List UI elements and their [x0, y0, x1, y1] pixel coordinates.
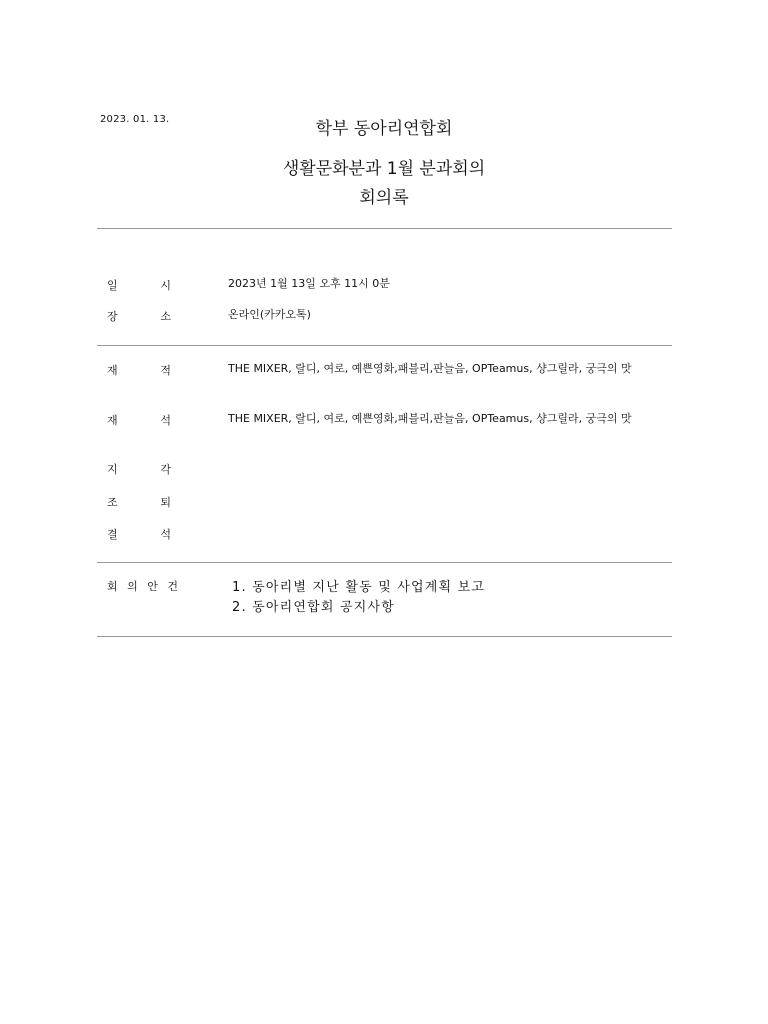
divider-lower: [97, 562, 672, 563]
place-label: 장 소: [107, 310, 171, 323]
document-date: 2023. 01. 13.: [100, 114, 170, 125]
divider-bottom: [97, 636, 672, 637]
agenda-item: 2. 동아리연합회 공지사항: [232, 600, 396, 615]
document-type-title: 회의록: [359, 188, 409, 208]
meeting-title: 생활문화분과 1월 분과회의: [282, 159, 486, 179]
datetime-value: 2023년 1월 13일 오후 11시 0분: [228, 277, 390, 290]
datetime-label: 일 시: [107, 279, 171, 292]
enrolled-value: THE MIXER, 랄디, 여로, 예쁜영화,패블리,판늘음, OPTeamus, 샹그릴라, 궁극의 맛: [228, 362, 632, 375]
enrolled-label: 재 적: [107, 364, 171, 377]
agenda-list: [232, 578, 485, 618]
left-early-label: 조 퇴: [107, 496, 171, 509]
agenda-item: 1. 동아리별 지난 활동 및 사업계획 보고: [232, 580, 486, 595]
agenda-label: 회 의 안 건: [107, 580, 181, 593]
place-value: 온라인(카카오톡): [228, 308, 311, 321]
late-label: 지 각: [107, 463, 171, 476]
divider-top: [97, 228, 672, 229]
organization-title: 학부 동아리연합회: [315, 119, 453, 139]
present-label: 재 석: [107, 414, 171, 427]
divider-middle: [97, 345, 672, 346]
absent-label: 결 석: [107, 528, 171, 541]
present-value: THE MIXER, 랄디, 여로, 예쁜영화,패블리,판늘음, OPTeamus, 샹그릴라, 궁극의 맛: [228, 412, 632, 425]
